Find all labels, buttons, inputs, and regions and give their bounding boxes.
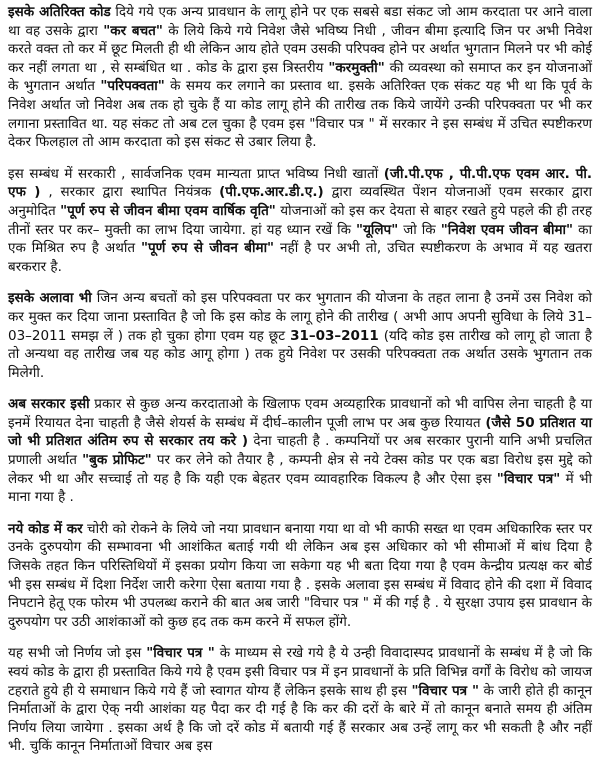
paragraph	[8, 3, 592, 152]
text-run: , सरकार द्वारा स्थापित नियंत्रक	[40, 184, 220, 201]
bold-text-run: इसके अलावा भी	[8, 290, 92, 307]
bold-text-run: इसके अतिरिक्त कोड	[8, 4, 111, 20]
bold-text-run: "विचार पत्र"	[496, 470, 561, 487]
paragraph	[8, 520, 592, 632]
text-run: (यदि कोड इस तारीख को लागू हो जाता है तो अन्यथा वह तारीख जब यह कोड आगू होगा ) तक हुये निवेश पर उसकी परिपक्वता तक अर्थात उसके भुगतान तक मिलेगी.	[8, 327, 593, 381]
text-run: इस सम्बंध में सरकारी , सार्वजनिक एवम मान्यता प्राप्त भविष्य निधी खातों	[8, 165, 384, 182]
text-run: के माध्यम से रखे गये है ये उन्ही विवादास्पद प्रावधानों के सम्बंध में है जो कि स्वयं कोड के द्वारा ही प्रस्तावित किये गये है एवम इसी विचार पत्र में इन प्रावधानों के प्रति विभिन्न वर्गों के विरोध को जायज टहराते हुये ही ये समाधान किये गये हैं जो स्वागत योग्य हैं लेकिन इसके साथ ही इस	[8, 645, 592, 699]
bold-text-run: "यूलिप"	[356, 221, 399, 238]
bold-text-run: "निवेश एवम जीवन बीमा"	[440, 221, 574, 238]
text-run: नहीं है पर अभी तो, उचित स्पष्टीकरण के अभाव में यह खतरा बरकरार है.	[8, 240, 592, 275]
text-run: पर कर लेने को तैयार है , कम्पनी क्षेत्र से नये टेक्स कोड पर एक बडा विरोध इस मुद्दे को लेकर भी था और सच्चाई तो यह है कि यही एक बेहतर एवम व्यावहारिक विकल्प है और ऐसा इस	[8, 452, 593, 487]
bold-text-run: (जी.पी.एफ , पी.पी.एफ एवम आर. पी. एफ )	[8, 165, 592, 201]
text-run: में भी माना गया है .	[8, 470, 592, 506]
text-run: देना चाहती है . कम्पनियों पर अब सरकार पुरानी यानि अभी प्रचलित प्रणाली अर्थात	[8, 433, 592, 469]
text-run: यह सभी जो निर्णय जो इस	[8, 645, 147, 662]
bold-text-run: "विचार पत्र "	[411, 682, 479, 699]
text-run: दिये गये एक अन्य प्रावधान के लागू होने पर एक सबसे बडा संकट जो आम करदाता पर आने वाला था वह उसके द्वारा	[8, 4, 592, 39]
article-body	[8, 3, 592, 756]
bold-text-run: 31–03–2011	[290, 327, 379, 344]
bold-text-run: "करमुक्ती"	[328, 59, 385, 76]
bold-text-run: (पी.एफ.आर.डी.ए.)	[219, 184, 324, 201]
bold-text-run: "पूर्ण रुप से जीवन बीमा एवम वार्षिक वृति"	[60, 202, 276, 219]
text-run: के लिये किये गये निवेश जैसे भविष्य निधी , जीवन बीमा इत्यादि जिन पर अभी निवेश करते वक्त तो कर में छूट मिलती ही थी लेकिन आय होते एवम उसकी परिपक्व होने पर अर्थात भुगतान मिलने पर भी कोई कर नहीं लगता था , से सम्बंधित था . कोड के द्वारा इस त्रिस्तरीय	[8, 22, 593, 76]
paragraph	[8, 644, 592, 756]
text-run: योजनाओं को इस कर देयता से बाहर रखते हुये पहले की ही तरह तीनों स्तर पर कर– मुक्ती का लाभ दिया जायेगा. हां यह ध्यान रखें कि	[8, 202, 593, 238]
text-run: की व्यवस्था को समाप्त कर इन योजनाओं के भुगतान अर्थात	[8, 59, 592, 95]
text-run: का एक मिश्रित रुप है अर्थात	[8, 221, 592, 257]
text-run: के जारी होते ही कानून निर्माताओं के द्वारा ऐक् नयी आशंका यह पैदा कर दी गई है कि कर की दरों के बारे में तो कानून बनाते समय ही अंतिम निर्णय लिया जायेगा . इसका अर्थ है कि जो दरें कोड में बतायी गई हैं सरकार अब उन्हें लागू कर भी सकती है और नहीं भी. चुकिं कानून निर्माताओं विचार अब इस	[8, 682, 592, 755]
bold-text-run: अब सरकार इसी	[8, 396, 90, 413]
text-run: द्वारा व्यवस्थित पेंशन योजनाओं एवम सरकार द्वारा अनुमोदित	[8, 184, 592, 219]
text-run: जिन अन्य बचतों को इस परिपक्वता पर कर भुगतान की योजना के तहत लाना है उनमें उस निवेश को कर मुक्त कर दिया जाना प्रस्तावित है जो कि इस कोड के लागू होने की तारीख ( अभी आप अपनी सुविधा के लिये 31–03–2011 समझ लें ) तक हो चुका होगा एवम यह छूट	[8, 290, 592, 344]
paragraph	[8, 165, 592, 277]
bold-text-run: "कर बचत"	[103, 22, 163, 39]
text-run: जो कि	[398, 221, 441, 238]
bold-text-run: "परिपक्वता"	[100, 78, 165, 95]
bold-text-run: "विचार पत्र "	[146, 645, 215, 662]
paragraph	[8, 289, 592, 382]
text-run: प्रकार से कुछ अन्य करदाताओ के खिलाफ एवम अव्यहारिक प्रावधानों को भी वापिस लेना चाहती है या इनमें रियायत देना चाहती है जैसे शेयर्स के सम्बंध में दीर्घ–कालीन पूजी लाभ पर अब कुछ रियायत	[8, 396, 592, 431]
bold-text-run: नये कोड में कर	[8, 520, 83, 537]
bold-text-run: "पूर्ण रुप से जीवन बीमा"	[140, 240, 275, 257]
bold-text-run: (जैसे 50 प्रतिशत या जो भी प्रतिशत अंतिम रुप से सरकार तय करे )	[8, 414, 592, 450]
text-run: चोरी को रोकने के लिये जो नया प्रावधान बनाया गया था वो भी काफी सख्त था एवम अधिकारिक स्तर पर उनके दुरुपयोग की सम्भावना भी आशंकित बताई गयी थी लेकिन अब इस अधिकार को भी सीमाओं में बांध दिया है जिसके तहत किन परिस्तिथियों में इसका प्रयोग किया जा सकेगा यह भी बता दिया गया है एवम केन्द्रीय प्रत्यक्ष कर बोर्ड भी इस सम्बंध में दिशा निर्देश जारी करेगा ऐसा बताया गया है . इसके अलावा इस सम्बंध में विवाद होने की दशा में विवाद निपटाने हेतू एक फोरम भी उपलब्ध कराने की बात अब जारी "विचार पत्र " में की गई है . ये सुरक्षा उपाय इस प्रावधान के दुरुपयोग पर उठी आशंकाओं को कुछ हद तक कम करने में सफल होंगे.	[8, 520, 592, 630]
paragraph	[8, 395, 592, 507]
bold-text-run: "बुक प्रोफिट"	[82, 452, 152, 469]
text-run: के समय कर लगाने का प्रस्ताव था. इसके अतिरिक्त एक संकट यह भी था कि पूर्व के निवेश अर्थात जो निवेश अब तक हो चुके हैं या कोड लागू होने की तारीख तक किये जायेंगे उन्की परिपक्वता पर भी कर लगाना प्रस्तावित था. यह संकट तो अब टल चुका है एवम इस "विचार पत्र " में सरकार ने इस सम्बंध में उचित स्पष्टीकरण देकर फिलहाल तो आम करदाता को इस संकट से उबार लिया है.	[8, 78, 592, 151]
